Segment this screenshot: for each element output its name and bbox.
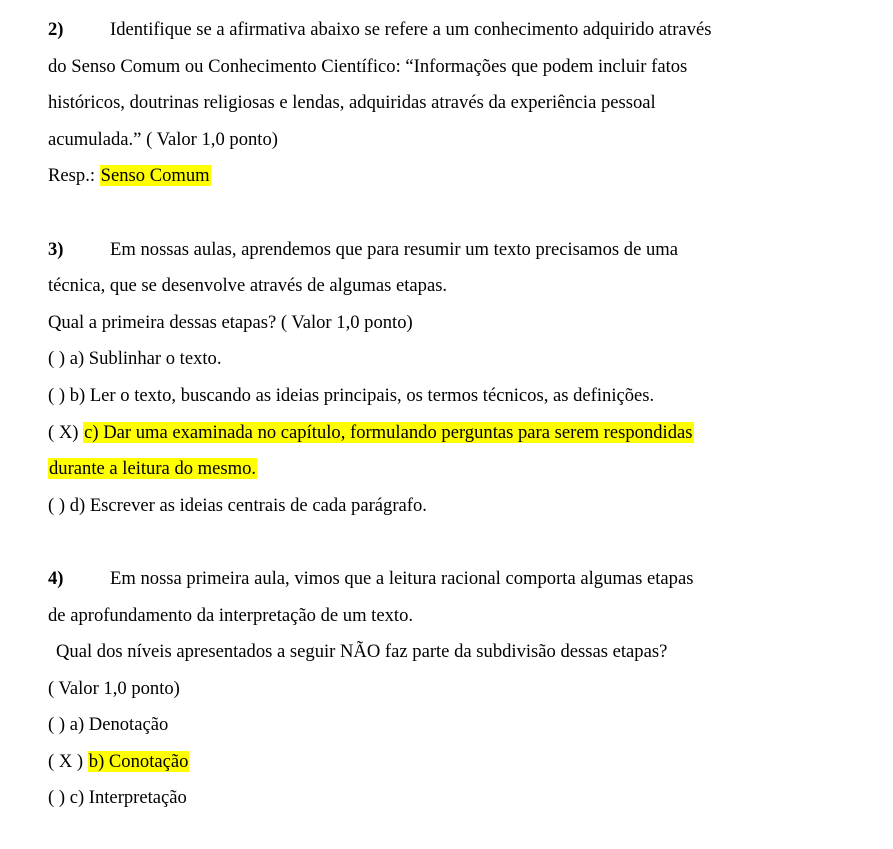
q2-response <box>48 158 770 195</box>
q2-resp-label: Resp.: <box>48 165 100 187</box>
q2-line-4 <box>48 122 770 159</box>
spacer <box>48 524 770 561</box>
document-page <box>48 12 770 817</box>
q4-option-c <box>48 780 770 817</box>
q2-resp-answer: Senso Comum <box>100 165 210 187</box>
q3-number: 3) <box>48 238 64 260</box>
q4-option-a <box>48 707 770 744</box>
q2-text-3: históricos, doutrinas religiosas e lendas, adquiridas através da experiência pessoal <box>48 92 656 114</box>
q3-line-1 <box>48 232 770 269</box>
q4-line-2 <box>48 598 770 635</box>
option-text: d) Escrever as ideias centrais de cada parágrafo. <box>69 494 427 516</box>
option-marker: ( X ) <box>48 750 88 772</box>
q4-text-3: Qual dos níveis apresentados a seguir NÃO faz parte da subdivisão dessas etapas? <box>56 641 668 663</box>
q3-option-c-cont <box>48 451 770 488</box>
q2-line-3 <box>48 85 770 122</box>
spacer <box>48 195 770 232</box>
q4-text-4: ( Valor 1,0 ponto) <box>48 677 180 699</box>
option-text-selected: c) Dar uma examinada no capítulo, formulando perguntas para serem respondidas <box>84 421 693 443</box>
option-text: a) Sublinhar o texto. <box>69 348 222 370</box>
q4-text-2: de aprofundamento da interpretação de um texto. <box>48 604 414 626</box>
option-marker: ( X) <box>48 421 84 443</box>
q3-text-3: Qual a primeira dessas etapas? ( Valor 1,0 ponto) <box>48 311 413 333</box>
q4-option-b <box>48 744 770 781</box>
q4-line-1 <box>48 561 770 598</box>
option-text: a) Denotação <box>69 714 169 736</box>
q2-line-1 <box>48 12 770 49</box>
q4-number: 4) <box>48 567 64 589</box>
q3-line-3 <box>48 305 770 342</box>
q2-text-4: acumulada.” ( Valor 1,0 ponto) <box>48 128 278 150</box>
q4-text-1: Em nossa primeira aula, vimos que a leitura racional comporta algumas etapas <box>110 567 694 589</box>
q3-option-c <box>48 415 770 452</box>
q2-number: 2) <box>48 19 64 40</box>
option-marker: ( ) <box>48 787 70 809</box>
option-text: c) Interpretação <box>69 787 187 809</box>
q4-line-3 <box>48 634 770 671</box>
option-marker: ( ) <box>48 348 70 370</box>
option-marker: ( ) <box>48 384 70 406</box>
q2-line-2 <box>48 49 770 86</box>
q3-option-b <box>48 378 770 415</box>
option-text-selected-cont: durante a leitura do mesmo. <box>49 458 257 480</box>
q4-line-4 <box>48 671 770 708</box>
q3-option-a <box>48 341 770 378</box>
q2-text-1: Identifique se a afirmativa abaixo se refere a um conhecimento adquirido através <box>110 19 712 40</box>
q3-text-2: técnica, que se desenvolve através de algumas etapas. <box>48 275 448 297</box>
option-marker: ( ) <box>48 494 70 516</box>
option-marker: ( ) <box>48 714 70 736</box>
q3-line-2 <box>48 268 770 305</box>
option-text-selected: b) Conotação <box>88 750 189 772</box>
q3-option-d <box>48 488 770 525</box>
q3-text-1: Em nossas aulas, aprendemos que para resumir um texto precisamos de uma <box>110 238 678 260</box>
option-text: b) Ler o texto, buscando as ideias principais, os termos técnicos, as definições. <box>69 384 655 406</box>
q2-text-2: do Senso Comum ou Conhecimento Científico: “Informações que podem incluir fatos <box>48 55 688 77</box>
